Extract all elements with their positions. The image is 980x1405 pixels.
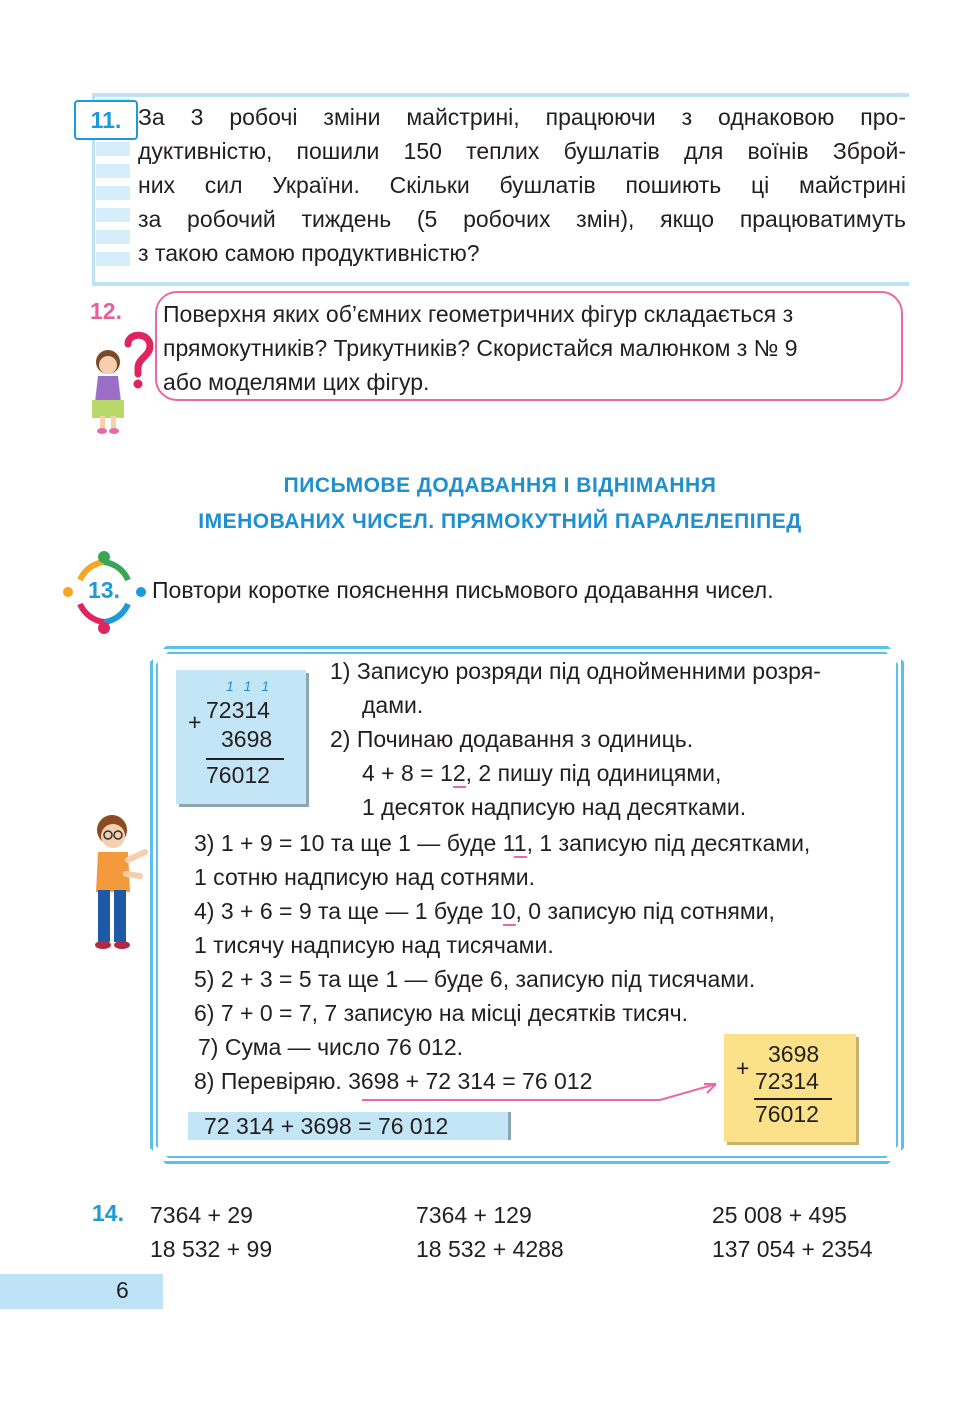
exercise: 7364 + 129: [416, 1202, 532, 1228]
addend-bottom: 72314: [755, 1068, 819, 1094]
underlined-digit: 1: [513, 830, 527, 856]
step-text: 4) 3 + 6 = 9 та ще — 1 буде 1: [194, 898, 503, 924]
task-11-number: 11.: [74, 100, 138, 140]
task-11-line: них сил України. Скільки бушлатів пошиють ці майстрині: [138, 172, 906, 198]
task-11-line: За 3 робочі зміни майстрині, працюючи з однаковою про-: [138, 104, 906, 130]
step-4-line-1: [194, 894, 775, 928]
step-5: 5) 2 + 3 = 5 та ще 1 — буде 6, записую під тисячами.: [194, 966, 756, 992]
page-number: 6: [116, 1277, 129, 1303]
step-2-line-2: [362, 756, 721, 790]
exercise: 25 008 + 495: [712, 1202, 847, 1228]
addend-bottom: 3698: [221, 726, 273, 752]
task-11-line: за робочий тиждень (5 робочих змін), якщо працюватимуть: [138, 206, 906, 232]
equation-box: 72 314 + 3698 = 76 012: [188, 1112, 508, 1140]
task-13-intro: Повтори коротке пояснення письмового додавання чисел.: [152, 577, 774, 603]
column-addition-card: [176, 670, 306, 804]
underlined-digit: 2: [452, 760, 466, 786]
step-7: 7) Сума — число 76 012.: [198, 1034, 464, 1060]
step-3-line-2: 1 сотню надписую над сотнями.: [194, 864, 536, 890]
step-1-line-2: дами.: [362, 692, 424, 718]
addend-top: 72314: [206, 697, 270, 723]
task-11-line: з такою самою продуктивністю?: [138, 240, 480, 266]
task-13-number: 13.: [88, 577, 120, 603]
task-12-line: або моделями цих фігур.: [163, 369, 430, 395]
task-12-number: 12.: [90, 298, 122, 324]
underlined-digit: 0: [502, 898, 516, 924]
task-11-line: дуктивністю, пошили 150 теплих бушлатів для воїнів Зброй-: [138, 138, 906, 164]
task-12-line: Поверхня яких об’ємних геометричних фігур складається з: [163, 301, 794, 327]
task-12-text: [163, 297, 903, 399]
girl-question-illustration: [88, 330, 158, 435]
page-number-bar: [0, 1274, 163, 1309]
addend-top: 3698: [768, 1041, 820, 1067]
boy-illustration: [90, 812, 148, 952]
sum-line: [206, 758, 284, 760]
section-heading-line-2: ІМЕНОВАНИХ ЧИСЕЛ. ПРЯМОКУТНИЙ ПАРАЛЕЛЕПІПЕД: [198, 510, 802, 533]
step-8: 8) Перевіряю. 3698 + 72 314 = 76 012: [194, 1068, 593, 1094]
plus-sign: +: [188, 709, 202, 735]
task-11-text: [138, 100, 906, 270]
plus-sign: +: [736, 1055, 750, 1081]
exercise: 137 054 + 2354: [712, 1236, 873, 1262]
step-text: , 0 записую під сотнями,: [515, 898, 775, 924]
step-text: 3) 1 + 9 = 10 та ще 1 — буде 1: [194, 830, 514, 856]
check-arrow: [360, 1074, 730, 1106]
section-heading-line-1: ПИСЬМОВЕ ДОДАВАННЯ І ВІДНІМАННЯ: [283, 474, 717, 497]
step-6: 6) 7 + 0 = 7, 7 записую на місці десятків тисяч.: [194, 1000, 689, 1026]
step-text: , 1 записую під десятками,: [526, 830, 811, 856]
exercise: 7364 + 29: [150, 1202, 253, 1228]
step-3-line-1: [194, 826, 810, 860]
exercise: 18 532 + 4288: [416, 1236, 564, 1262]
step-text: , 2 пишу під одиницями,: [465, 760, 722, 786]
step-text: 4 + 8 = 1: [362, 760, 453, 786]
task-14-number: 14.: [92, 1200, 124, 1226]
sum-result: 76012: [755, 1101, 819, 1127]
carry-digits: 1 1 1: [226, 678, 273, 694]
step-1-line-1: 1) Записую розряди під однойменними розря-: [330, 658, 821, 684]
exercise: 18 532 + 99: [150, 1236, 273, 1262]
check-addition-card: [724, 1034, 856, 1142]
sum-result: 76012: [206, 762, 270, 788]
step-2-line-1: 2) Починаю додавання з одиниць.: [330, 726, 694, 752]
step-4-line-2: 1 тисячу надписую над тисячами.: [194, 932, 554, 958]
task-12-line: прямокутників? Трикутників? Скористайся малюнком з № 9: [163, 335, 798, 361]
step-2-line-3: 1 десяток надписую над десятками.: [362, 794, 747, 820]
